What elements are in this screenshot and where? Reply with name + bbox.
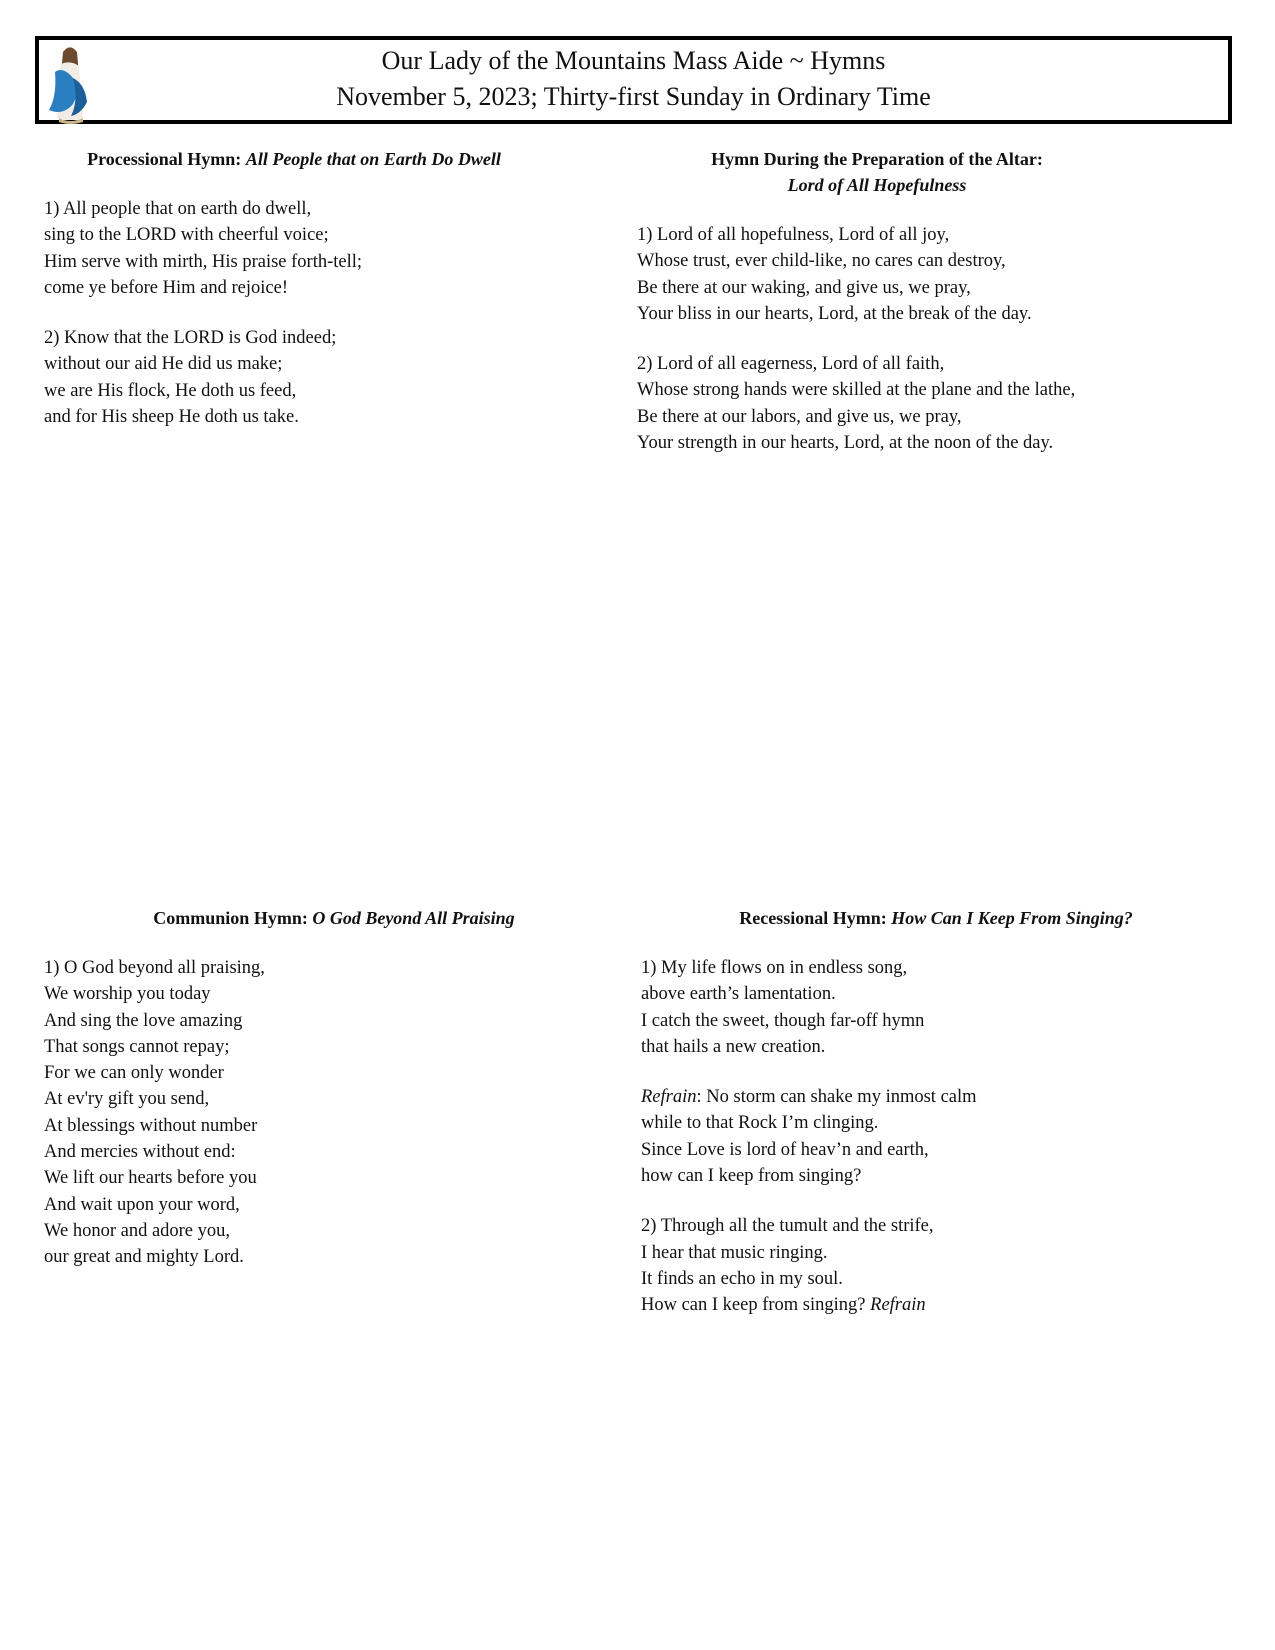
verse-line: Your strength in our hearts, Lord, at the noon of the day. [637, 433, 1054, 454]
recessional-verse-2 [641, 1213, 1231, 1318]
preparation-verse-1 [637, 222, 1237, 327]
recessional-title: How Can I Keep From Singing? [891, 908, 1133, 928]
verse-line: For we can only wonder [44, 1063, 224, 1084]
refrain-label: Refrain [641, 1087, 697, 1108]
verse-line: And wait upon your word, [44, 1194, 240, 1215]
preparation-verse-2 [637, 351, 1237, 456]
refrain-first-line [641, 1084, 1231, 1110]
recessional-refrain [641, 1084, 1231, 1189]
header-date: November 5, 2023; Thirty-first Sunday in Ordinary Time [336, 82, 931, 111]
verse-line: 1) All people that on earth do dwell, [44, 199, 312, 219]
verse-line: And sing the love amazing [44, 1010, 243, 1031]
verse-line: sing to the LORD with cheerful voice; [44, 225, 329, 246]
preparation-label: Hymn During the Preparation of the Altar: [711, 149, 1043, 169]
verse-line: above earth’s lamentation. [641, 984, 836, 1005]
verse-line: that hails a new creation. [641, 1036, 826, 1057]
communion-label: Communion Hymn: [153, 908, 308, 928]
preparation-section [637, 146, 1237, 456]
verse-line: I hear that music ringing. [641, 1242, 828, 1263]
processional-verse-1 [44, 196, 544, 301]
verse-line: Be there at our labors, and give us, we pray, [637, 406, 962, 427]
verse-line: That songs cannot repay; [44, 1036, 230, 1057]
recessional-label: Recessional Hymn: [739, 908, 887, 928]
verse-line: Whose strong hands were skilled at the plane and the lathe, [637, 380, 1076, 401]
preparation-heading [637, 146, 1117, 198]
verse-line: we are His flock, He doth us feed, [44, 380, 297, 401]
verse-line: Whose trust, ever child-like, no cares can destroy, [637, 251, 1006, 272]
verse-line: I catch the sweet, though far-off hymn [641, 1010, 925, 1031]
verse-line: 2) Through all the tumult and the strife, [641, 1216, 934, 1237]
communion-section [44, 905, 624, 1271]
processional-verse-2 [44, 325, 544, 430]
verse-line: We honor and adore you, [44, 1220, 231, 1241]
processional-title: All People that on Earth Do Dwell [245, 149, 501, 169]
verse-line: We worship you today [44, 984, 211, 1005]
verse-line: without our aid He did us make; [44, 354, 283, 375]
processional-section [44, 146, 544, 430]
processional-label: Processional Hymn: [87, 149, 242, 169]
communion-title: O God Beyond All Praising [312, 908, 515, 928]
verse-line: Your bliss in our hearts, Lord, at the break of the day. [637, 303, 1032, 324]
verse-line: how can I keep from singing? [641, 1166, 862, 1187]
verse-line: Be there at our waking, and give us, we pray, [637, 277, 971, 298]
verse-line: 2) Know that the LORD is God indeed; [44, 328, 337, 349]
header-title: Our Lady of the Mountains Mass Aide ~ Hymns [381, 46, 886, 75]
verse-line: 1) O God beyond all praising, [44, 958, 265, 978]
refrain-text: : No storm can shake my inmost calm [696, 1087, 977, 1108]
verse-line: and for His sheep He doth us take. [44, 407, 299, 428]
verse-line: Him serve with mirth, His praise forth-tell; [44, 251, 363, 272]
preparation-title: Lord of All Hopefulness [787, 175, 967, 195]
verse-line-text: How can I keep from singing? [641, 1295, 871, 1316]
verse-line: Since Love is lord of heav’n and earth, [641, 1139, 929, 1160]
verse-line: 2) Lord of all eagerness, Lord of all faith, [637, 354, 945, 375]
verse-line: come ye before Him and rejoice! [44, 277, 288, 298]
recessional-section [641, 905, 1231, 1319]
verse-line: while to that Rock I’m clinging. [641, 1113, 879, 1134]
verse-last-line [641, 1292, 1231, 1318]
verse-line: At blessings without number [44, 1115, 258, 1136]
recessional-verse-1 [641, 955, 1231, 1060]
processional-heading [44, 146, 544, 172]
verse-line: our great and mighty Lord. [44, 1247, 244, 1268]
communion-verse-1 [44, 955, 624, 1271]
communion-heading [44, 905, 624, 931]
verse-line: At ev'ry gift you send, [44, 1089, 210, 1110]
verse-line: And mercies without end: [44, 1142, 236, 1163]
verse-line: It finds an echo in my soul. [641, 1268, 843, 1289]
refrain-cue: Refrain [870, 1295, 926, 1316]
verse-line: 1) My life flows on in endless song, [641, 958, 908, 978]
recessional-heading [641, 905, 1231, 931]
verse-line: We lift our hearts before you [44, 1168, 257, 1189]
header-box [35, 36, 1232, 124]
verse-line: 1) Lord of all hopefulness, Lord of all joy, [637, 225, 950, 245]
